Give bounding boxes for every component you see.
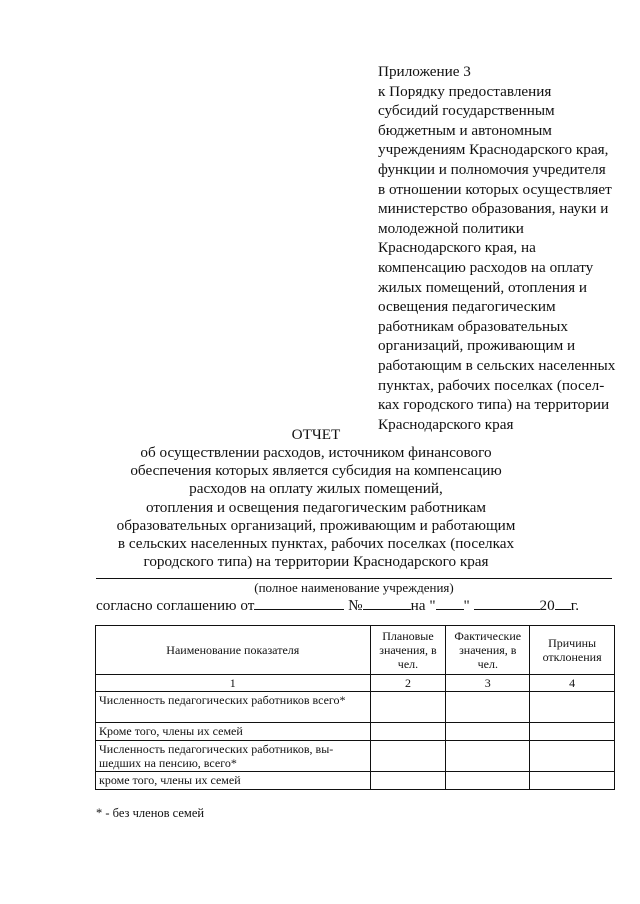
reason-cell[interactable] — [530, 723, 615, 741]
subtitle-line: обеспечения которых является субсидия на компенсацию — [130, 462, 502, 480]
report-title: ОТЧЕТ — [291, 426, 341, 443]
org-name-caption: (полное наименование учреждения) — [254, 580, 454, 595]
column-number: 3 — [446, 675, 530, 692]
table-number-row — [96, 675, 615, 692]
table-header-row — [96, 626, 615, 675]
column-number: 2 — [370, 675, 446, 692]
appendix-line: Краснодарского края — [378, 415, 514, 433]
appendix-line: к Порядку предоставления — [378, 82, 552, 100]
header-planned: Плановые значения, в чел. — [370, 626, 446, 675]
table-row — [96, 692, 615, 723]
reason-cell[interactable] — [530, 772, 615, 790]
appendix-line: в отношении которых осуществляет — [378, 180, 612, 198]
agreement-year-blank — [555, 595, 571, 610]
appendix-line: пунктах, рабочих поселках (посел- — [378, 376, 605, 394]
row-label: кроме того, члены их семей — [96, 772, 371, 790]
row-label: Численность педагогических работников всего* — [96, 692, 371, 723]
agreement-from: на " — [410, 597, 436, 614]
appendix-line: работающим в сельских населенных — [378, 356, 616, 374]
actual-cell[interactable] — [446, 723, 530, 741]
appendix-line: бюджетным и автономным — [378, 121, 552, 139]
reason-cell[interactable] — [530, 741, 615, 772]
org-name-line — [96, 578, 612, 579]
agreement-prefix: согласно соглашению от — [96, 597, 255, 614]
appendix-line: учреждениям Краснодарского края, — [378, 141, 609, 159]
appendix-line: освещения педагогическим — [378, 298, 556, 316]
header-reasons: Причины отклонения — [530, 626, 615, 675]
table-row — [96, 741, 615, 772]
row-label: Кроме того, члены их семей — [96, 723, 371, 741]
subtitle-line: образовательных организаций, проживающим и работающим — [116, 516, 516, 534]
planned-cell[interactable] — [370, 741, 446, 772]
appendix-line: жилых помещений, отопления и — [378, 278, 588, 296]
column-number: 4 — [530, 675, 615, 692]
header-indicator: Наименование показателя — [96, 626, 371, 675]
agreement-date-blank — [254, 595, 344, 610]
appendix-line: молодежной политики — [378, 219, 524, 237]
subtitle-line: городского типа) на территории Краснодарского края — [143, 553, 489, 571]
agreement-line — [96, 595, 616, 615]
subtitle-line: расходов на оплату жилых помещений, — [189, 480, 443, 498]
subtitle-line: в сельских населенных пунктах, рабочих поселках (поселках — [117, 535, 515, 553]
appendix-line: субсидий государственным — [378, 102, 555, 120]
actual-cell[interactable] — [446, 741, 530, 772]
column-number: 1 — [96, 675, 371, 692]
appendix-block — [378, 62, 628, 434]
appendix-line: компенсацию расходов на оплату — [378, 258, 594, 276]
agreement-year: 20 — [539, 597, 555, 614]
appendix-line: функции и полномочия учредителя — [378, 160, 606, 178]
agreement-year-suffix: г. — [570, 597, 580, 614]
appendix-line: работникам образовательных — [378, 317, 568, 335]
agreement-number-blank — [363, 595, 411, 610]
planned-cell[interactable] — [370, 723, 446, 741]
subtitle-line: об осуществлении расходов, источником финансового — [140, 444, 492, 461]
actual-cell[interactable] — [446, 772, 530, 790]
actual-cell[interactable] — [446, 692, 530, 723]
table-row — [96, 772, 615, 790]
header-actual: Фактические значения, в чел. — [446, 626, 530, 675]
report-table — [95, 625, 615, 790]
planned-cell[interactable] — [370, 692, 446, 723]
footnote: * - без членов семей — [96, 806, 205, 820]
appendix-line: Краснодарского края, на — [378, 239, 536, 257]
reason-cell[interactable] — [530, 692, 615, 723]
planned-cell[interactable] — [370, 772, 446, 790]
row-label: Численность педагогических работников, вы-шедших на пенсию, всего* — [96, 741, 371, 772]
agreement-quote-close: " — [463, 597, 470, 614]
appendix-line: министерство образования, науки и — [378, 200, 609, 218]
agreement-day-blank — [436, 595, 464, 610]
appendix-line: ках городского типа) на территории — [378, 396, 610, 414]
subtitle-line: отопления и освещения педагогическим работникам — [145, 498, 487, 516]
appendix-line: Приложение 3 — [378, 63, 471, 80]
agreement-number-sign: № — [348, 597, 363, 614]
appendix-line: организаций, проживающим и — [378, 337, 576, 355]
agreement-month-blank — [474, 595, 540, 610]
table-row — [96, 723, 615, 741]
report-subtitle — [0, 444, 636, 571]
